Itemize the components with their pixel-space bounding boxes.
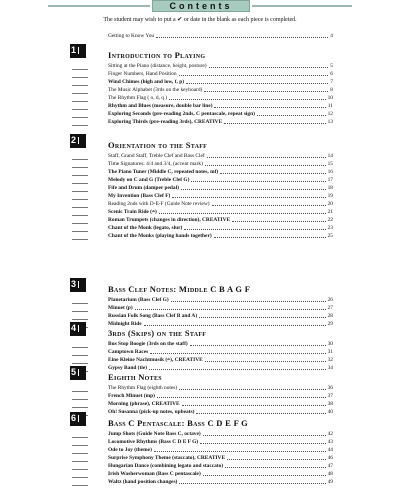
completion-blank[interactable] [72,319,88,320]
completion-blank[interactable] [72,125,88,126]
toc-entry[interactable] [108,430,333,438]
leader-dots [257,110,326,116]
completion-blank[interactable] [72,407,88,408]
toc-entry-page: 31 [327,349,333,355]
completion-blank[interactable] [72,183,88,184]
leader-dots [144,320,326,326]
toc-entry[interactable] [108,232,333,240]
page-title: Contents [152,0,250,12]
toc-entry-page: 38 [327,401,333,407]
unit-number-badge [70,278,86,292]
toc-entry[interactable] [108,224,333,232]
completion-blank[interactable] [72,477,88,478]
toc-entry-title: Bus Stop Boogie (3rds on the staff) [108,341,188,347]
toc-entry[interactable] [108,438,333,446]
toc-entry[interactable] [108,340,333,348]
completion-blank[interactable] [72,469,88,470]
toc-entry[interactable] [108,216,333,224]
completion-blank[interactable] [72,85,88,86]
toc-entry-page: 49 [327,479,333,485]
completion-blank[interactable] [72,117,88,118]
completion-blank[interactable] [72,231,88,232]
toc-entry-page: 15 [327,161,333,167]
toc-entry-title: Ode to Joy (theme) [108,447,152,453]
staff-icon [78,137,85,144]
toc-entry[interactable] [108,118,333,126]
leader-dots [196,408,325,414]
leader-dots [186,78,328,84]
completion-blank[interactable] [72,215,88,216]
toc-entry-title: Jump Shots (Guide Note Bass C, octave) [108,431,201,437]
toc-entry-title: Roman Trumpets (changes in direction), CREATIVE [108,217,231,223]
toc-entry[interactable] [108,454,333,462]
toc-entry-title: Midnight Ride [108,321,142,327]
completion-blank[interactable] [72,167,88,168]
toc-entry-page: 19 [327,193,333,199]
toc-entry-page: 13 [327,119,333,125]
leader-dots [209,62,329,68]
intro-text: The student may wish to put a ✔ or date in the blank as each piece is completed. [103,17,297,23]
toc-entry-getting-to-know-you[interactable]: Getting to Know You 4 [108,33,333,39]
toc-entry-page: 29 [327,321,333,327]
completion-blank[interactable] [72,363,88,364]
toc-entry-title: The Music Alphabet (3rds on the keyboard) [108,87,203,93]
unit-title: Orientation to the Staff [108,140,208,150]
unit-number-badge [70,134,86,148]
completion-blank[interactable] [72,445,88,446]
toc-entry-title: Exploring Seconds (pre-reading 2nds, C pentascale, repeat sign) [108,111,255,117]
unit-number: 6 [71,413,77,423]
toc-entry-title: Waltz (hand position changes) [108,479,178,485]
toc-entry-title: Gypsy Band (tie) [108,365,147,371]
leader-dots [179,478,325,484]
leader-dots [150,348,325,354]
header-rule-left [48,5,150,7]
toc-entry-page: 40 [327,409,333,415]
toc-entry-page: 21 [327,209,333,215]
leader-dots [214,102,325,108]
leader-dots [232,216,326,222]
completion-blank[interactable] [72,355,88,356]
toc-entry-page: 44 [327,447,333,453]
toc-entry[interactable] [108,110,333,118]
completion-blank[interactable] [72,77,88,78]
toc-entry-title: Irish Washerwoman (Bass C pentascale) [108,471,201,477]
leader-dots [172,192,325,198]
leader-dots [191,176,325,182]
toc-entry[interactable] [108,392,333,400]
toc-entry-title: Hungarian Dance (combining legato and staccato) [108,463,224,469]
unit-number-badge [70,322,86,336]
toc-entry-page: 16 [327,169,333,175]
toc-entry[interactable] [108,348,333,356]
leader-dots [181,184,326,190]
leader-dots [171,296,326,302]
toc-entry-page: 48 [327,471,333,477]
toc-entry[interactable] [108,304,333,312]
toc-entry[interactable] [108,102,333,110]
toc-entry[interactable] [108,356,333,364]
toc-entry-page: 37 [327,393,333,399]
toc-entry-page: 22 [327,217,333,223]
toc-entry-title: Melody on C and G (Treble Clef G) [108,177,190,183]
leader-dots [203,470,326,476]
toc-entry-page: 10 [327,95,333,101]
completion-blank[interactable] [72,199,88,200]
toc-entry[interactable] [108,408,333,416]
unit-number: 3 [71,279,77,289]
leader-dots [212,200,326,206]
toc-entry[interactable] [108,478,333,486]
completion-blank[interactable] [72,311,88,312]
leader-dots [184,224,325,230]
completion-blank[interactable] [72,159,88,160]
toc-entry[interactable] [108,312,333,320]
completion-blank[interactable] [72,191,88,192]
completion-blank[interactable] [72,93,88,94]
toc-entry[interactable] [108,200,333,208]
leader-dots [159,208,326,214]
toc-entry-title: Scenic Train Ride (𝄐) [108,209,157,215]
toc-entry-page: 17 [327,177,333,183]
completion-blank[interactable] [72,175,88,176]
toc-entry[interactable] [108,192,333,200]
toc-entry-page: 7 [330,79,333,85]
leader-dots [149,364,326,370]
toc-entry[interactable] [108,384,333,392]
toc-entry-title: Surprise Symphony Theme (staccato), CREATIVE [108,455,226,461]
staff-icon [78,281,85,288]
toc-entry[interactable] [108,208,333,216]
unit-number: 1 [71,45,77,55]
leader-dots [227,454,326,460]
toc-entry-title: Reading 2nds with D-E-F (Guide Note review) [108,201,210,207]
unit-title: Introduction to Playing [108,50,206,60]
toc-entry[interactable] [108,462,333,470]
leader-dots [203,430,326,436]
toc-entry[interactable] [108,62,333,70]
toc-entry-title: Exploring Thirds (pre-reading 3rds), CREATIVE [108,119,223,125]
toc-entry-title: Fife and Drum (damper pedal) [108,185,179,191]
unit-number-badge [70,366,86,380]
toc-entry-title: Eine Kleine Nachtmusik (𝄐), CREATIVE [108,357,203,363]
toc-entry-page: 30 [327,341,333,347]
toc-entry-title: Russian Folk Song (Bass Clef B and A) [108,313,198,319]
toc-entry[interactable] [108,446,333,454]
toc-entry[interactable] [108,320,333,328]
toc-entry-title: Wind Chimes (high and low, f, p) [108,79,184,85]
unit-title: Bass Clef Notes: Middle C B A G F [108,284,251,294]
toc-entry-page: 26 [327,297,333,303]
completion-blank[interactable] [72,109,88,110]
header [0,0,400,13]
toc-entry-page: 23 [327,225,333,231]
toc-entry-page: 8 [330,87,333,93]
toc-entry[interactable] [108,176,333,184]
toc-entry-title: Finger Numbers, Hand Position [108,71,177,77]
toc-entry-title: Minuet (p) [108,305,133,311]
staff-icon [78,325,85,332]
toc-entry-page: 5 [330,63,333,69]
toc-entry[interactable] [108,470,333,478]
completion-blank[interactable] [72,303,88,304]
header-rule-right [252,5,352,7]
toc-entry[interactable] [108,168,333,176]
completion-blank[interactable] [72,69,88,70]
unit-number: 5 [71,367,77,377]
leader-dots [205,356,326,362]
unit-number: 4 [71,323,77,333]
completion-blank[interactable] [72,437,88,438]
toc-entry-page: 43 [327,439,333,445]
leader-dots [224,118,325,124]
toc-entry-title: The Rhythm Flag (eighth notes) [108,385,178,391]
toc-entry[interactable] [108,152,333,160]
toc-entry-page: 14 [327,153,333,159]
toc-entry[interactable] [108,78,333,86]
toc-entry-title: Time Signatures: 4/4 and 3/4, (accent mark) [108,161,203,167]
leader-dots [169,94,325,100]
toc-entry-title: Morning (phrase), CREATIVE [108,401,180,407]
completion-blank[interactable] [72,239,88,240]
toc-entry-page: 20 [327,201,333,207]
toc-entry-page: 46 [327,455,333,461]
toc-entry-title: My Invention (Bass Clef F) [108,193,171,199]
completion-blank[interactable] [72,391,88,392]
toc-entry-title: French Minuet (mp) [108,393,155,399]
leader-dots [207,152,326,158]
leader-dots [190,340,326,346]
staff-icon [78,415,85,422]
toc-entry[interactable] [108,296,333,304]
toc-entry-page: 11 [327,103,333,109]
unit-title: Eighth Notes [108,372,162,382]
staff-icon [78,369,85,376]
completion-blank[interactable] [72,101,88,102]
toc-entry-page: 28 [327,313,333,319]
toc-entry[interactable] [108,86,333,94]
toc-entry-page: 27 [327,305,333,311]
staff-icon [78,47,85,54]
toc-entry[interactable] [108,400,333,408]
toc-entry-title: Chant of the Monks (playing hands together) [108,233,212,239]
unit-number: 2 [71,135,77,145]
leader-dots [225,462,325,468]
completion-blank[interactable] [72,207,88,208]
completion-blank[interactable] [72,347,88,348]
leader-dots [179,384,325,390]
toc-entry[interactable] [108,70,333,78]
toc-entry-page: 42 [327,431,333,437]
leader-dots [204,86,328,92]
toc-entry-title: Oh! Susanna (pick-up notes, upbeats) [108,409,195,415]
toc-entry-page: 34 [327,365,333,371]
unit-number-badge [70,44,86,58]
leader-dots [154,446,326,452]
leader-dots [205,160,326,166]
completion-blank[interactable] [72,461,88,462]
toc-entry-page: 18 [327,185,333,191]
unit-title: 3rds (Skips) on the Staff [108,328,207,338]
leader-dots [220,168,325,174]
toc-entry-page: 36 [327,385,333,391]
leader-dots [182,400,326,406]
toc-entry-title: The Rhythm Flag ( o, d, q ) [108,95,168,101]
toc-entry-page: 25 [327,233,333,239]
toc-entry-page: 6 [330,71,333,77]
leader-dots [200,438,326,444]
leader-dots [199,312,325,318]
unit-title: Bass C Pentascale: Bass C D E F G [108,418,249,428]
toc-entry-title: Sitting at the Piano (distance, height, posture) [108,63,207,69]
toc-entry[interactable] [108,94,333,102]
toc-entry-title: Camptown Races [108,349,149,355]
toc-entry-page: 47 [327,463,333,469]
leader-dots [157,392,326,398]
toc-entry-title: Chant of the Monk (legato, slur) [108,225,183,231]
leader-dots [214,232,326,238]
completion-blank[interactable] [72,485,88,486]
toc-entry-title: Rhythm and Blues (measure, double bar line) [108,103,213,109]
toc-entry-title: The Piano Tuner (Middle C, repeated notes, mf) [108,169,219,175]
toc-entry-title: Planetarium (Bass Clef G) [108,297,169,303]
completion-blank[interactable] [72,223,88,224]
leader-dots [179,70,329,76]
completion-blank[interactable] [72,399,88,400]
toc-entry[interactable] [108,160,333,168]
leader-dots [135,304,326,310]
toc-entry-title: Staff, Grand Staff, Treble Clef and Bass Clef [108,153,205,159]
unit-number-badge [70,412,86,426]
toc-entry-page: 32 [327,357,333,363]
toc-entry[interactable] [108,184,333,192]
toc-entry-title: Locomotive Rhythms (Bass C D E F G) [108,439,199,445]
toc-entry-page: 12 [327,111,333,117]
toc-entry[interactable] [108,364,333,372]
completion-blank[interactable] [72,453,88,454]
